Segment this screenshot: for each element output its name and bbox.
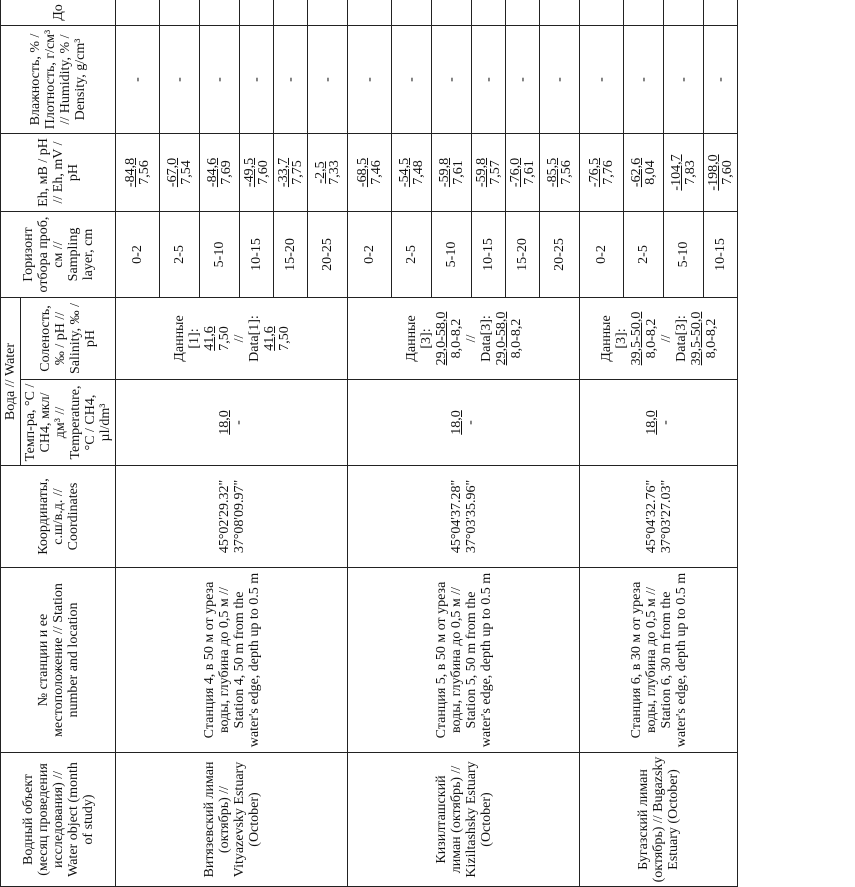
- ph-value: 7,75: [289, 160, 305, 185]
- ph-value: 7,46: [368, 160, 384, 185]
- salinity-line: Данные: [171, 315, 187, 362]
- cell-humidity-density: -: [506, 26, 540, 134]
- header-eh-ph: Eh, мВ / pH // Eh, mV / pH: [1, 134, 116, 212]
- cell-sampling-layer: 10-15: [472, 212, 506, 298]
- eh-value: -76,5: [586, 157, 602, 188]
- header-coordinates: Координаты, с.ш/в.д. // Coordinates: [1, 466, 116, 568]
- cell-humidity-density: -: [116, 26, 160, 134]
- cell-humidity-density: -: [580, 26, 624, 134]
- temperature-fraction: [645, 410, 673, 435]
- cell-cut-column: [540, 0, 580, 26]
- ch4-value: -: [230, 420, 246, 425]
- cell-sampling-layer: 20-25: [308, 212, 348, 298]
- ph-value: 7,60: [719, 160, 735, 185]
- ph-value: 7,60: [255, 160, 271, 185]
- cell-eh-ph: [506, 134, 540, 212]
- ph-value: 7,69: [218, 160, 234, 185]
- salinity-line: //: [658, 334, 674, 343]
- salinity-line: 39,5-50,0: [688, 311, 704, 366]
- eh-ph-fraction: [243, 158, 271, 187]
- temperature-value: 18,0: [643, 410, 659, 435]
- cell-humidity-density: -: [540, 26, 580, 134]
- eh-ph-fraction: [277, 158, 305, 187]
- cell-eh-ph: [540, 134, 580, 212]
- cell-cut-column: [704, 0, 738, 26]
- temperature-value: 18,0: [216, 410, 232, 435]
- eh-ph-fraction: [398, 158, 426, 187]
- header-row-group: [1, 0, 21, 887]
- cell-cut-column: [624, 0, 664, 26]
- cell-eh-ph: [200, 134, 240, 212]
- eh-ph-fraction: [314, 160, 342, 185]
- salinity-line: //: [231, 334, 247, 343]
- cell-cut-column: [308, 0, 348, 26]
- eh-ph-fraction: [588, 158, 616, 187]
- ch4-value: -: [657, 420, 673, 425]
- cell-object: Кизилташский лиман (октябрь) // Kiziltashsky Estuary (October): [348, 753, 580, 887]
- cell-humidity-density: -: [308, 26, 348, 134]
- cell-cut-column: [274, 0, 308, 26]
- ph-value: 7,61: [450, 160, 466, 185]
- cell-sampling-layer: 20-25: [540, 212, 580, 298]
- cell-coordinates: 45°04'37.28" 37°03'35.96": [348, 466, 580, 568]
- ph-value: 7,56: [136, 160, 152, 185]
- cell-sampling-layer: 5-10: [432, 212, 472, 298]
- cell-sampling-layer: 0-2: [580, 212, 624, 298]
- header-temperature: Темп-ра, °С / CH4, мкл/дм³ // Temperature, °C / CH4, µl/dm³: [21, 380, 116, 466]
- cell-cut-column: [348, 0, 392, 26]
- cell-humidity-density: -: [392, 26, 432, 134]
- cell-cut-column: [392, 0, 432, 26]
- cell-eh-ph: [308, 134, 348, 212]
- cell-eh-ph: [160, 134, 200, 212]
- ph-value: 8,04: [642, 160, 658, 185]
- cell-coordinates: 45°04'32.76" 37°03'27.03": [580, 466, 738, 568]
- salinity-line: Data[3]:: [478, 315, 494, 362]
- salinity-line: 8,0-8,2: [703, 318, 719, 359]
- eh-value: -84,6: [204, 157, 220, 188]
- salinity-line: [1]:: [186, 328, 202, 349]
- eh-value: -67,0: [164, 157, 180, 188]
- eh-value: -85,5: [544, 157, 560, 188]
- cell-eh-ph: [624, 134, 664, 212]
- eh-value: -62,6: [628, 157, 644, 188]
- eh-ph-fraction: [166, 158, 194, 187]
- salinity-line: Данные: [598, 315, 614, 362]
- cell-eh-ph: [704, 134, 738, 212]
- cell-salinity: [116, 298, 348, 380]
- cell-humidity-density: -: [704, 26, 738, 134]
- salinity-line: 29,0-58,0: [493, 311, 509, 366]
- cell-humidity-density: -: [240, 26, 274, 134]
- temperature-value: 18,0: [448, 410, 464, 435]
- eh-value: -104,7: [668, 154, 684, 191]
- cell-station: Станция 4, в 50 м от уреза воды, глубина до 0,5 м // Station 4, 50 m from the water's edge, depth up to 0.5 m: [116, 568, 348, 753]
- cell-eh-ph: [274, 134, 308, 212]
- salinity-line: Данные: [403, 315, 419, 362]
- cell-humidity-density: -: [432, 26, 472, 134]
- ch4-value: -: [462, 420, 478, 425]
- header-station: № станции и ее местоположение // Station number and location: [1, 568, 116, 753]
- cell-eh-ph: [116, 134, 160, 212]
- cell-eh-ph: [348, 134, 392, 212]
- cell-humidity-density: -: [348, 26, 392, 134]
- eh-ph-fraction: [546, 158, 574, 187]
- ph-value: 7,61: [521, 160, 537, 185]
- cell-cut-column: [506, 0, 540, 26]
- cell-sampling-layer: 10-15: [704, 212, 738, 298]
- header-water-group: Вода // Water: [1, 298, 21, 466]
- eh-ph-fraction: [438, 158, 466, 187]
- cell-object: Витязевский лиман (октябрь) // Vityazevsky Estuary (October): [116, 753, 348, 887]
- cell-cut-column: [116, 0, 160, 26]
- eh-ph-fraction: [630, 158, 658, 187]
- eh-value: -76,0: [507, 157, 523, 188]
- salinity-line: 8,0-8,2: [448, 318, 464, 359]
- cell-eh-ph: [664, 134, 704, 212]
- salinity-line: Data[3]:: [673, 315, 689, 362]
- cell-cut-column: [240, 0, 274, 26]
- cell-sampling-layer: 2-5: [160, 212, 200, 298]
- cell-eh-ph: [240, 134, 274, 212]
- eh-ph-fraction: [670, 154, 698, 190]
- cell-cut-column: [200, 0, 240, 26]
- cell-humidity-density: -: [200, 26, 240, 134]
- eh-value: -68,5: [354, 157, 370, 188]
- salinity-line: 41,6: [201, 326, 217, 351]
- ph-value: 7,56: [558, 160, 574, 185]
- cell-eh-ph: [472, 134, 506, 212]
- eh-value: -59,8: [473, 157, 489, 188]
- cell-eh-ph: [432, 134, 472, 212]
- cell-cut-column: [472, 0, 506, 26]
- eh-ph-fraction: [124, 158, 152, 187]
- cell-temperature: [116, 380, 348, 466]
- table-row: [348, 0, 392, 887]
- salinity-line: 29,0-58,0: [433, 311, 449, 366]
- table-row: [580, 0, 624, 887]
- cell-humidity-density: -: [664, 26, 704, 134]
- salinity-line: Data[1]:: [246, 315, 262, 362]
- cell-humidity-density: -: [160, 26, 200, 134]
- header-sampling-layer: Горизонт отбора проб, см // Sampling layer, cm: [1, 212, 116, 298]
- eh-value: -54,5: [396, 157, 412, 188]
- salinity-line: 7,50: [216, 326, 232, 351]
- cell-sampling-layer: 5-10: [200, 212, 240, 298]
- salinity-line: [3]:: [418, 328, 434, 349]
- eh-ph-fraction: [707, 154, 735, 190]
- salinity-line: 8,0-8,2: [643, 318, 659, 359]
- cell-eh-ph: [580, 134, 624, 212]
- cell-cut-column: [580, 0, 624, 26]
- cell-sampling-layer: 15-20: [506, 212, 540, 298]
- cell-cut-column: [432, 0, 472, 26]
- eh-value: -84,8: [122, 157, 138, 188]
- temperature-fraction: [450, 410, 478, 435]
- eh-ph-fraction: [206, 158, 234, 187]
- ph-value: 7,57: [487, 160, 503, 185]
- salinity-line: 41,6: [261, 326, 277, 351]
- cell-sampling-layer: 0-2: [116, 212, 160, 298]
- salinity-line: //: [463, 334, 479, 343]
- cell-temperature: [580, 380, 738, 466]
- cell-sampling-layer: 2-5: [624, 212, 664, 298]
- cell-salinity: [348, 298, 580, 380]
- eh-value: -2,5: [312, 161, 328, 184]
- eh-value: -49,5: [241, 157, 257, 188]
- header-object: Водный объект (месяц проведения исследования) // Water object (month of study): [1, 753, 116, 887]
- cell-sampling-layer: 10-15: [240, 212, 274, 298]
- table-row: [116, 0, 160, 887]
- salinity-line: 7,50: [276, 326, 292, 351]
- salinity-line: [3]:: [613, 328, 629, 349]
- cell-station: Станция 6, в 30 м от уреза воды, глубина до 0,5 м // Station 6, 30 m from the water's edge, depth up to 0.5 m: [580, 568, 738, 753]
- ph-value: 7,76: [600, 160, 616, 185]
- header-cut-column: До: [1, 0, 116, 26]
- header-humidity-density: Влажность, % / Плотность, г/см³ // Humidity, % / Density, g/cm³: [1, 26, 116, 134]
- cell-sampling-layer: 15-20: [274, 212, 308, 298]
- cell-humidity-density: -: [472, 26, 506, 134]
- cell-sampling-layer: 5-10: [664, 212, 704, 298]
- cell-eh-ph: [392, 134, 432, 212]
- salinity-line: 39,5-50,0: [628, 311, 644, 366]
- salinity-line: 8,0-8,2: [508, 318, 524, 359]
- cell-temperature: [348, 380, 580, 466]
- cell-salinity: [580, 298, 738, 380]
- cell-station: Станция 5, в 50 м от уреза воды, глубина до 0,5 м // Station 5, 50 m from the water's edge, depth up to 0.5 m: [348, 568, 580, 753]
- eh-value: -59,8: [436, 157, 452, 188]
- eh-ph-fraction: [475, 158, 503, 187]
- eh-value: -198,0: [705, 154, 721, 191]
- eh-value: -33,7: [275, 157, 291, 188]
- ph-value: 7,33: [326, 160, 342, 185]
- table-body: [116, 0, 738, 887]
- cell-coordinates: 45°02'29.32" 37°08'09.97": [116, 466, 348, 568]
- ph-value: 7,48: [410, 160, 426, 185]
- header-salinity: Соленость, ‰ / pH // Salinity, ‰ / pH: [21, 298, 116, 380]
- cell-cut-column: [160, 0, 200, 26]
- cell-humidity-density: -: [274, 26, 308, 134]
- temperature-fraction: [218, 410, 246, 435]
- eh-ph-fraction: [509, 158, 537, 187]
- ph-value: 7,83: [682, 160, 698, 185]
- cell-object: Бугазский лиман (октябрь) // Bugazsky Estuary (October): [580, 753, 738, 887]
- cell-humidity-density: -: [624, 26, 664, 134]
- eh-ph-fraction: [356, 158, 384, 187]
- cell-cut-column: [664, 0, 704, 26]
- cell-sampling-layer: 2-5: [392, 212, 432, 298]
- ph-value: 7,54: [178, 160, 194, 185]
- cell-sampling-layer: 0-2: [348, 212, 392, 298]
